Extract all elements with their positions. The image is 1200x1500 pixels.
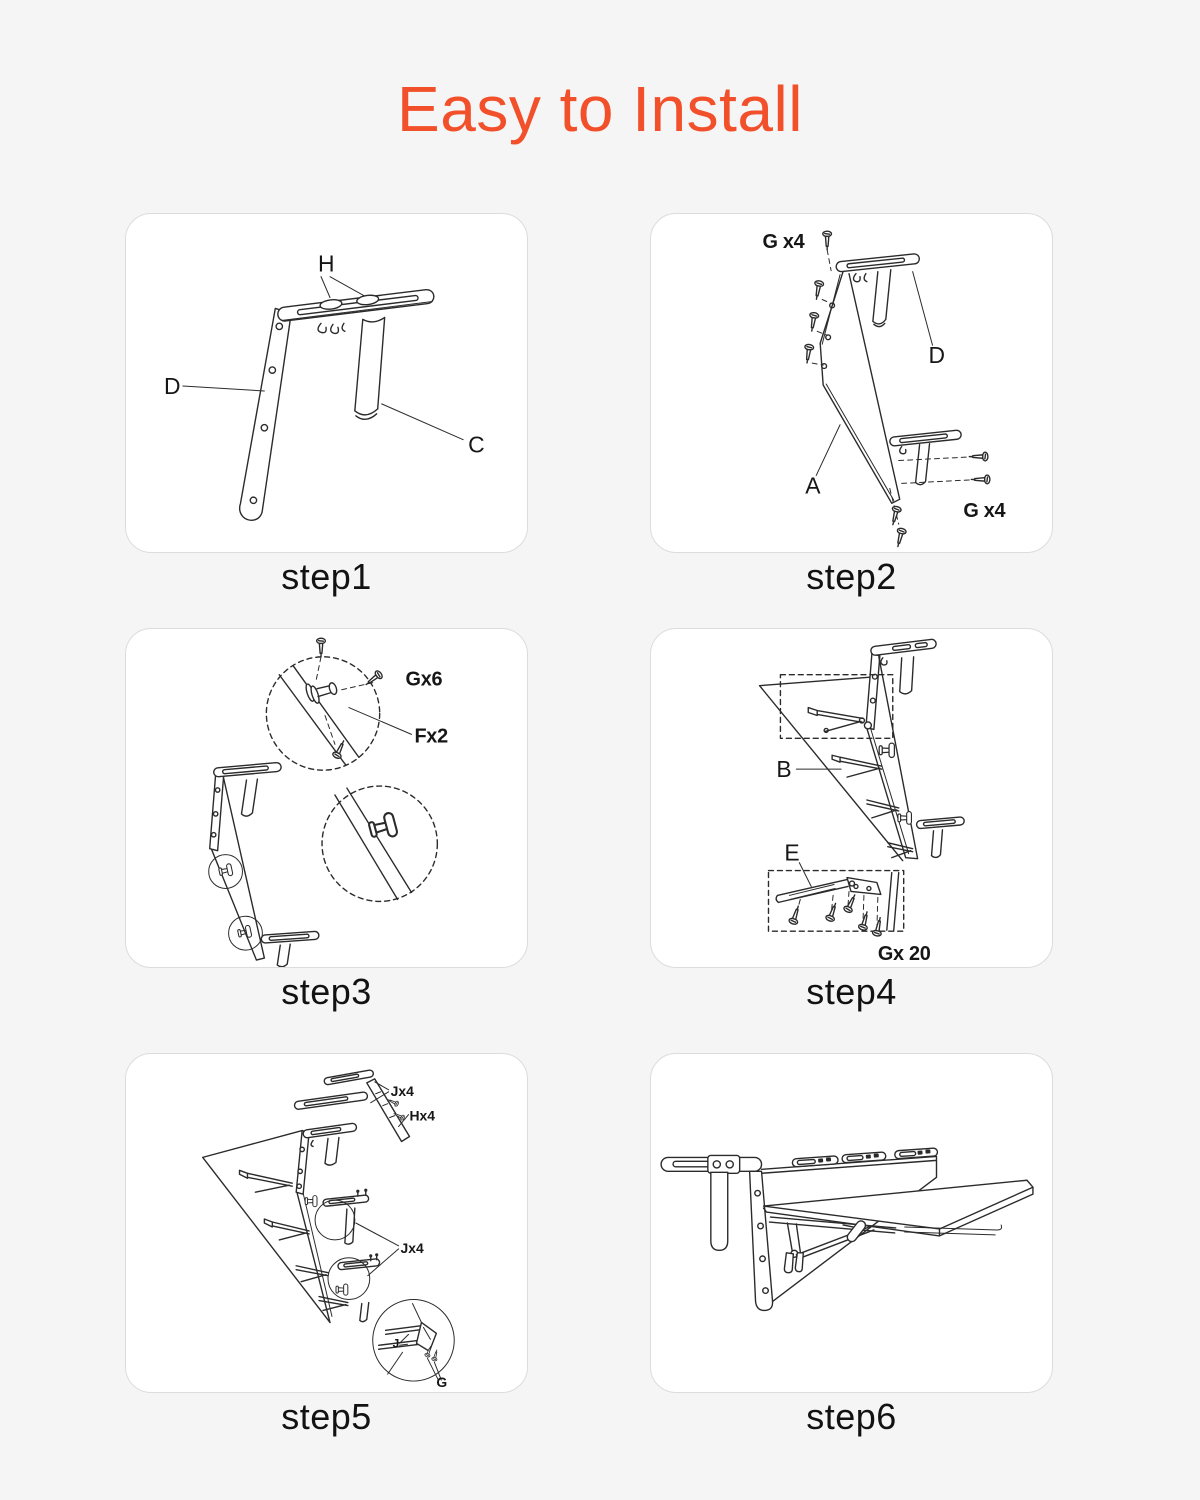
qty-label-h: Hx4: [409, 1107, 436, 1124]
step2-diagram: [651, 214, 1052, 552]
detail-circle-bottom: [322, 786, 437, 901]
step4-card: [650, 628, 1053, 968]
right-bracket: [916, 817, 964, 858]
folding-brackets: [240, 1170, 348, 1310]
step3-diagram: [126, 629, 527, 967]
detail-circle: [373, 1300, 455, 1382]
step5-card: [125, 1053, 528, 1393]
board: [203, 1131, 332, 1323]
step3-card: [125, 628, 528, 968]
detail-e: [768, 871, 903, 937]
callout-ring-1: [315, 1200, 355, 1240]
back-board: [762, 1156, 937, 1304]
part-label-j: J: [392, 1336, 400, 1351]
detail-circle-top: [266, 638, 383, 770]
part-label-e: E: [784, 839, 800, 866]
step5-diagram: [126, 1054, 527, 1392]
step3-caption: step3: [281, 971, 372, 1012]
arm-part-d: [240, 308, 292, 520]
rail-part: [277, 289, 435, 334]
qty-label-j-top: Jx4: [390, 1082, 414, 1099]
qty-label-g-top: G x4: [762, 230, 805, 253]
top-bracket-d: [836, 253, 920, 326]
part-label-h: H: [318, 250, 335, 277]
step1-card: [125, 213, 528, 553]
qty-label-g: Gx6: [405, 668, 443, 691]
part-label-d: D: [163, 372, 181, 399]
board-rail: [303, 1123, 357, 1165]
step5-caption: step5: [281, 1396, 372, 1437]
step6-caption: step6: [806, 1396, 897, 1437]
part-label-a: A: [805, 472, 821, 499]
page-title: Easy to Install: [397, 73, 803, 145]
assembly: [209, 762, 319, 967]
hanger-hook: [661, 1155, 772, 1310]
qty-label-g: Gx 20: [877, 943, 931, 966]
step1-diagram: [126, 214, 527, 552]
tabletop: [764, 1180, 1033, 1236]
qty-label-j-mid: Jx4: [400, 1239, 424, 1256]
part-label-c: C: [468, 431, 485, 458]
step6-card: [650, 1053, 1053, 1393]
step4-caption: step4: [806, 971, 897, 1012]
qty-label-g-bottom: G x4: [963, 500, 1006, 523]
step6-diagram: [651, 1054, 1052, 1392]
part-label-d: D: [928, 342, 946, 369]
leg-part-c: [355, 317, 385, 419]
part-label-g: G: [436, 1374, 448, 1391]
leader-lines: [796, 769, 841, 886]
part-label-b: B: [776, 756, 792, 783]
folding-brackets: [808, 708, 912, 858]
folding-support: [769, 1217, 1001, 1273]
step2-card: [650, 213, 1053, 553]
qty-label-f: Fx2: [414, 725, 448, 748]
wall-rails: [792, 1148, 938, 1167]
bottom-bracket: [889, 430, 961, 485]
screws-g-top: [803, 231, 832, 365]
step4-diagram: [651, 629, 1052, 967]
step1-caption: step1: [281, 556, 372, 597]
step2-caption: step2: [806, 556, 897, 597]
